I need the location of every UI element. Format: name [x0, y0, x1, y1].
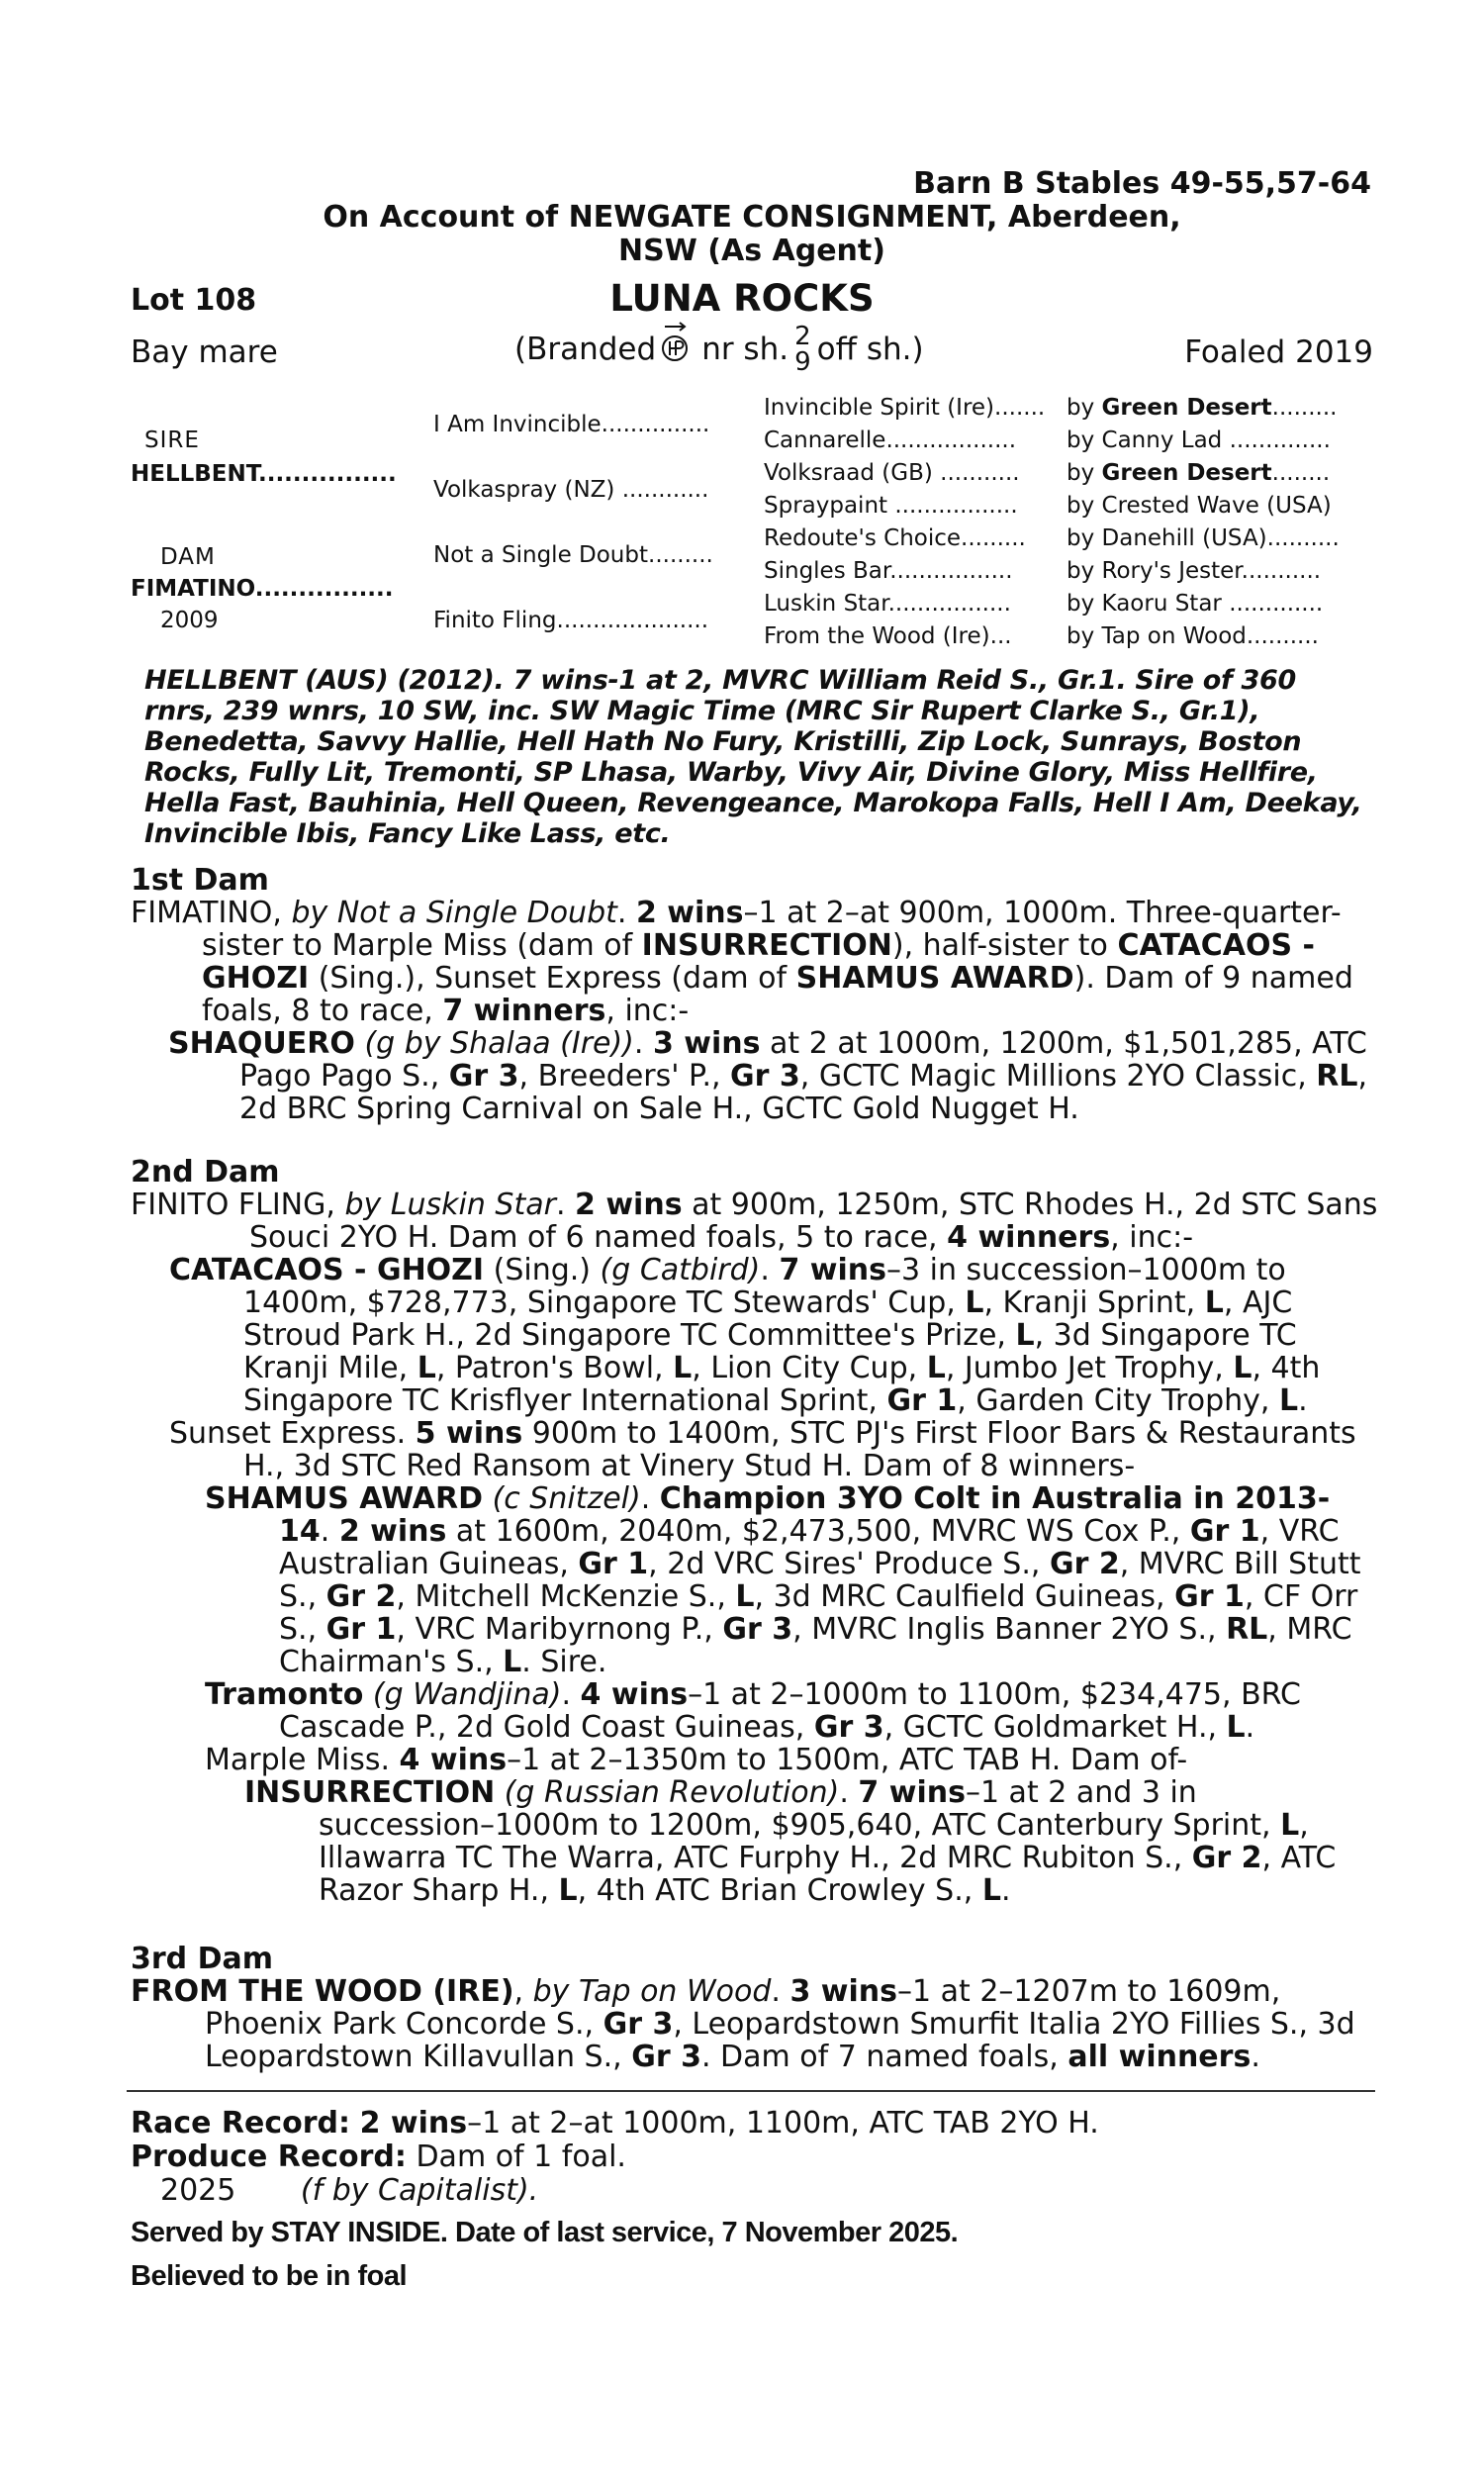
text-run: L [981, 1873, 1001, 1908]
text-run: Sunset Express. [169, 1416, 416, 1451]
brand-mark-icon [660, 334, 690, 364]
brand-number [794, 324, 811, 375]
text-run: L [417, 1351, 436, 1385]
pedigree-gen3-1-sire: by Green Desert......... [1067, 395, 1338, 421]
text-run: ), half-sister to [891, 928, 1118, 963]
text-run: , MRC Chairman's S., [279, 1612, 1352, 1679]
section-divider [127, 2090, 1375, 2092]
text-run: 900m to 1400m, STC PJ's First Floor Bars & Restaurants H., 3d STC Red Ransom at Vinery Stud H. Dam of 8 winners- [243, 1416, 1356, 1483]
text-run: 3 wins [652, 1026, 761, 1061]
text-run: . [1000, 1873, 1011, 1908]
third-dam-entry [131, 1975, 1379, 2073]
text-run: . [760, 1253, 780, 1287]
text-run: at 900m, 1250m, STC Rhodes H., 2d STC Sans Souci 2YO H. Dam of 6 named foals, 5 to race, [249, 1188, 1378, 1255]
pedigree-gen2-4: Finito Fling..................... [433, 608, 709, 633]
pedigree-gen3-8-sire: by Tap on Wood.......... [1067, 623, 1319, 649]
text-run: , MVRC Inglis Banner 2YO S., [792, 1612, 1227, 1647]
consignor-line-1: On Account of NEWGATE CONSIGNMENT, Aberdeen, [323, 200, 1181, 235]
text-run: . [320, 1514, 339, 1549]
text-run: 7 wins [779, 1253, 886, 1287]
text-run: all winners [1067, 2040, 1252, 2074]
second-dam-heading: 2nd Dam [131, 1155, 280, 1189]
text-run: Gr 3 [631, 2040, 701, 2074]
text-run: L [1015, 1318, 1035, 1353]
text-run: , 3d MRC Caulfield Guineas, [754, 1579, 1175, 1614]
sex-colour: Bay mare [131, 334, 278, 370]
text-run: INSURRECTION [641, 928, 892, 963]
first-dam-produce-shaquero [131, 1027, 1379, 1125]
text-run: . [1245, 1710, 1255, 1745]
text-run: Gr 1 [1189, 1514, 1260, 1549]
grandson-shamus-award [131, 1482, 1379, 1678]
text-run: , Kranji Sprint, [983, 1285, 1205, 1320]
text-run: . [771, 1974, 790, 2009]
text-run: Gr 1 [1174, 1579, 1245, 1614]
text-run: 2 wins [338, 1514, 447, 1549]
text-run: . [1298, 1383, 1308, 1418]
text-run: Gr 2 [1191, 1841, 1262, 1875]
text-run: CATACAOS - GHOZI [202, 928, 1315, 996]
text-run: CATACAOS - GHOZI [169, 1253, 485, 1287]
text-run: L [965, 1285, 984, 1320]
text-run: , GCTC Goldmarket H., [883, 1710, 1227, 1745]
dam-label: DAM [160, 544, 216, 570]
text-run: Gr 3 [722, 1612, 793, 1647]
text-run: INSURRECTION [244, 1775, 496, 1810]
text-run: , VRC Maribyrnong P., [396, 1612, 723, 1647]
first-dam-section [131, 897, 1379, 1125]
text-run: –1 at 2 and 3 in succession–1000m to 1200m, $905,640, ATC Canterbury Sprint, [319, 1775, 1281, 1843]
text-run: –1 at 2–at 900m, 1000m. Three-quarter-sister to Marple Miss (dam of [202, 896, 1342, 963]
text-run: , MVRC Bill Stutt S., [279, 1547, 1361, 1614]
brand-number-bottom: 9 [794, 347, 811, 377]
text-run: 4 wins [399, 1743, 508, 1777]
text-run: 5 wins [415, 1416, 523, 1451]
sire-label: SIRE [144, 428, 200, 453]
third-dam-section [131, 1975, 1379, 2073]
horse-name: LUNA ROCKS [609, 277, 875, 320]
text-run: L [1280, 1808, 1300, 1843]
foal-description: (f by Capitalist). [300, 2173, 539, 2208]
pedigree-gen3-3-sire: by Green Desert........ [1067, 460, 1331, 486]
text-run: L [1278, 1383, 1299, 1418]
text-run: FIMATINO, [131, 896, 292, 930]
race-record [131, 2106, 1099, 2141]
text-run: at 1600m, 2040m, $2,473,500, MVRC WS Cox P., [446, 1514, 1190, 1549]
text-run: , Lion City Cup, [692, 1351, 927, 1385]
pedigree-gen2-2: Volkaspray (NZ) ............ [433, 477, 709, 503]
brand-open: (Branded [514, 332, 657, 367]
text-run: . [616, 896, 636, 930]
brand-near-shoulder: nr sh. [701, 332, 789, 367]
text-run: , [513, 1974, 533, 2009]
pedigree-gen3-4: Spraypaint ................. [764, 493, 1018, 519]
text-run: 3 wins [789, 1974, 898, 2009]
text-run: (g Russian Revolution) [495, 1775, 840, 1810]
produce-record-text: Dam of 1 foal. [416, 2140, 626, 2174]
text-run: Tramonto [205, 1677, 364, 1712]
text-run: . Dam of 7 named foals, [700, 2040, 1068, 2074]
first-dam-entry [131, 897, 1379, 1027]
text-run: –1 at 2–1000m to 1100m, $234,475, BRC Cascade P., 2d Gold Coast Guineas, [279, 1677, 1301, 1745]
text-run: Gr 1 [578, 1547, 649, 1581]
text-run: Marple Miss. [205, 1743, 400, 1777]
text-run: , ATC Razor Sharp H., [319, 1841, 1337, 1908]
pedigree-gen3-8: From the Wood (Ire)... [764, 623, 1012, 649]
text-run: , GCTC Magic Millions 2YO Classic, [799, 1059, 1317, 1094]
pedigree-gen3-4-sire: by Crested Wave (USA) [1067, 493, 1332, 519]
text-run: , VRC Australian Guineas, [279, 1514, 1340, 1581]
text-run: –1 at 2–1207m to 1609m, Phoenix Park Concorde S., [205, 1974, 1281, 2042]
stables-location: Barn B Stables 49-55,57-64 [913, 166, 1371, 201]
pedigree-gen3-7-sire: by Kaoru Star ............. [1067, 591, 1324, 617]
text-run: FINITO FLING, [131, 1188, 345, 1222]
text-run: , 4th ATC Brian Crowley S., [577, 1873, 982, 1908]
pedigree-gen3-5-sire: by Danehill (USA).......... [1067, 525, 1340, 551]
text-run: Gr 2 [1049, 1547, 1120, 1581]
text-run: , Garden City Trophy, [957, 1383, 1279, 1418]
text-run: 4 winners [947, 1220, 1111, 1255]
text-run: . Sire. [521, 1645, 607, 1679]
text-run: Gr 1 [325, 1612, 397, 1647]
second-dam-produce-catacaos [131, 1254, 1379, 1417]
text-run: (c Snitzel) [483, 1481, 641, 1516]
second-dam-produce-marple-miss [131, 1744, 1379, 1776]
text-run: , inc:- [1110, 1220, 1194, 1255]
text-run: , 4th Singapore TC Krisflyer International Sprint, [243, 1351, 1321, 1418]
grandson-insurrection [131, 1776, 1379, 1907]
text-run: . [555, 1188, 576, 1222]
text-run: , Mitchell McKenzie S., [396, 1579, 736, 1614]
text-run: L [673, 1351, 693, 1385]
text-run: , AJC Stroud Park H., 2d Singapore TC Committee's Prize, [243, 1285, 1293, 1353]
text-run: . [839, 1775, 859, 1810]
text-run: L [503, 1645, 522, 1679]
brand-description [514, 320, 924, 379]
third-dam-heading: 3rd Dam [131, 1942, 273, 1976]
text-run: FROM THE WOOD (IRE) [131, 1974, 514, 2009]
brand-off-shoulder: off sh.) [816, 332, 924, 367]
second-dam-produce-sunset-express [131, 1417, 1379, 1482]
second-dam-entry [131, 1189, 1379, 1254]
text-run: ). Dam of 9 named foals, 8 to race, [202, 961, 1353, 1028]
text-run: (Sing.) [484, 1253, 601, 1287]
text-run: by Not a Single Doubt [291, 896, 617, 930]
text-run: L [1204, 1285, 1224, 1320]
text-run: L [558, 1873, 578, 1908]
text-run: SHAMUS AWARD [795, 961, 1074, 996]
text-run: (g Catbird) [600, 1253, 761, 1287]
text-run: L [735, 1579, 755, 1614]
text-run: Gr 2 [325, 1579, 397, 1614]
race-record-text: –1 at 2–at 1000m, 1100m, ATC TAB 2YO H. [467, 2106, 1099, 2141]
text-run: , Patron's Bowl, [435, 1351, 674, 1385]
text-run: , inc:- [605, 994, 690, 1028]
text-run: , 3d Singapore TC Kranji Mile, [243, 1318, 1297, 1385]
consignor-line-2: NSW (As Agent) [618, 234, 885, 268]
text-run: (g Wandjina) [363, 1677, 562, 1712]
pedigree-gen2-3: Not a Single Doubt......... [433, 542, 713, 568]
brand-number-top: 2 [794, 322, 811, 351]
race-record-wins: 2 wins [359, 2106, 468, 2141]
pedigree-gen3-6: Singles Bar................. [764, 558, 1013, 584]
text-run: (Sing.), Sunset Express (dam of [309, 961, 796, 996]
text-run: Gr 3 [603, 2007, 674, 2042]
text-run: . [640, 1481, 660, 1516]
text-run: 7 winners [442, 994, 606, 1028]
text-run: 7 wins [858, 1775, 966, 1810]
lot-number: Lot 108 [131, 283, 257, 318]
second-dam-section [131, 1189, 1379, 1907]
service-status: Served by STAY INSIDE. Date of last service, 7 November 2025. [131, 2217, 959, 2248]
foal-year: 2025 [160, 2173, 236, 2208]
text-run: (g by Shalaa (Ire)) [354, 1026, 634, 1061]
foaled-year: Foaled 2019 [1184, 334, 1373, 370]
pedigree-gen3-6-sire: by Rory's Jester........... [1067, 558, 1322, 584]
text-run: RL [1316, 1059, 1358, 1094]
pedigree-gen3-1: Invincible Spirit (Ire)....... [764, 395, 1046, 421]
text-run: L [1226, 1710, 1246, 1745]
pedigree-gen3-7: Luskin Star................. [764, 591, 1011, 617]
text-run: . [633, 1026, 653, 1061]
dam-name: FIMATINO................ [131, 576, 394, 602]
pedigree-gen3-5: Redoute's Choice......... [764, 525, 1026, 551]
text-run: , CF Orr S., [279, 1579, 1358, 1647]
text-run: Gr 3 [448, 1059, 519, 1094]
text-run: L [926, 1351, 946, 1385]
sire-name: HELLBENT................ [131, 461, 397, 487]
pedigree-gen3-3: Volksraad (GB) ........... [764, 460, 1020, 486]
text-run: –1 at 2–1350m to 1500m, ATC TAB H. Dam of- [507, 1743, 1188, 1777]
text-run: Gr 3 [813, 1710, 884, 1745]
text-run: , Jumbo Jet Trophy, [945, 1351, 1234, 1385]
dam-foaled-year: 2009 [160, 608, 219, 633]
foal-status: Believed to be in foal [131, 2260, 408, 2292]
text-run: Gr 3 [730, 1059, 800, 1094]
text-run: 4 wins [580, 1677, 689, 1712]
pedigree-gen3-2: Cannarelle.................. [764, 428, 1017, 453]
first-dam-heading: 1st Dam [131, 863, 269, 898]
produce-foal [160, 2173, 538, 2208]
text-run: RL [1226, 1612, 1268, 1647]
text-run: . [561, 1677, 581, 1712]
text-run: at 2 at 1000m, 1200m, $1,501,285, ATC Pago Pago S., [239, 1026, 1367, 1094]
text-run: , Breeders' P., [518, 1059, 731, 1094]
text-run: 2 wins [575, 1188, 683, 1222]
text-run: SHAMUS AWARD [205, 1481, 484, 1516]
text-run: by Luskin Star [344, 1188, 556, 1222]
race-record-label: Race Record: [131, 2106, 351, 2141]
text-run: Gr 1 [886, 1383, 958, 1418]
text-run: by Tap on Wood [532, 1974, 772, 2009]
text-run: . [1251, 2040, 1260, 2074]
pedigree-gen2-1: I Am Invincible............... [433, 412, 710, 437]
text-run: L [1233, 1351, 1252, 1385]
text-run: , Leopardstown Smurfit Italia 2YO Fillies S., 3d Leopardstown Killavullan S., [205, 2007, 1355, 2074]
text-run: SHAQUERO [168, 1026, 355, 1061]
text-run: Champion 3YO Colt in Australia in 2013-14 [279, 1481, 1331, 1549]
text-run: , 2d VRC Sires' Produce S., [648, 1547, 1050, 1581]
produce-record-label: Produce Record: [131, 2140, 407, 2174]
text-run: , 2d BRC Spring Carnival on Sale H., GCTC Gold Nugget H. [239, 1059, 1368, 1126]
pedigree-gen3-2-sire: by Canny Lad .............. [1067, 428, 1331, 453]
sire-summary: HELLBENT (AUS) (2012). 7 wins-1 at 2, MVRC William Reid S., Gr.1. Sire of 360 rnrs, 239 wnrs, 10 SW, inc. SW Magic Time (MRC Sir Rupert Clarke S., Gr.1), Benedetta, Savvy Hallie, Hell Hath No Fury, Kristilli, Zip Lock, Sunrays, Boston Rocks, Fully Lit, Tremonti, SP Lhasa, Warby, Vivy Air, Divine Glory, Miss Hellfire, Hella Fast, Bauhinia, Hell Queen, Revengeance, Marokopa Falls, Hell I Am, Deekay, Invincible Ibis, Fancy Like Lass, etc. [144, 665, 1362, 849]
text-run: –3 in succession–1000m to 1400m, $728,773, Singapore TC Stewards' Cup, [243, 1253, 1286, 1320]
text-run: , Illawarra TC The Warra, ATC Furphy H., 2d MRC Rubiton S., [319, 1808, 1309, 1875]
text-run: 2 wins [635, 896, 744, 930]
produce-record [131, 2140, 626, 2174]
grandson-tramonto [131, 1678, 1379, 1744]
